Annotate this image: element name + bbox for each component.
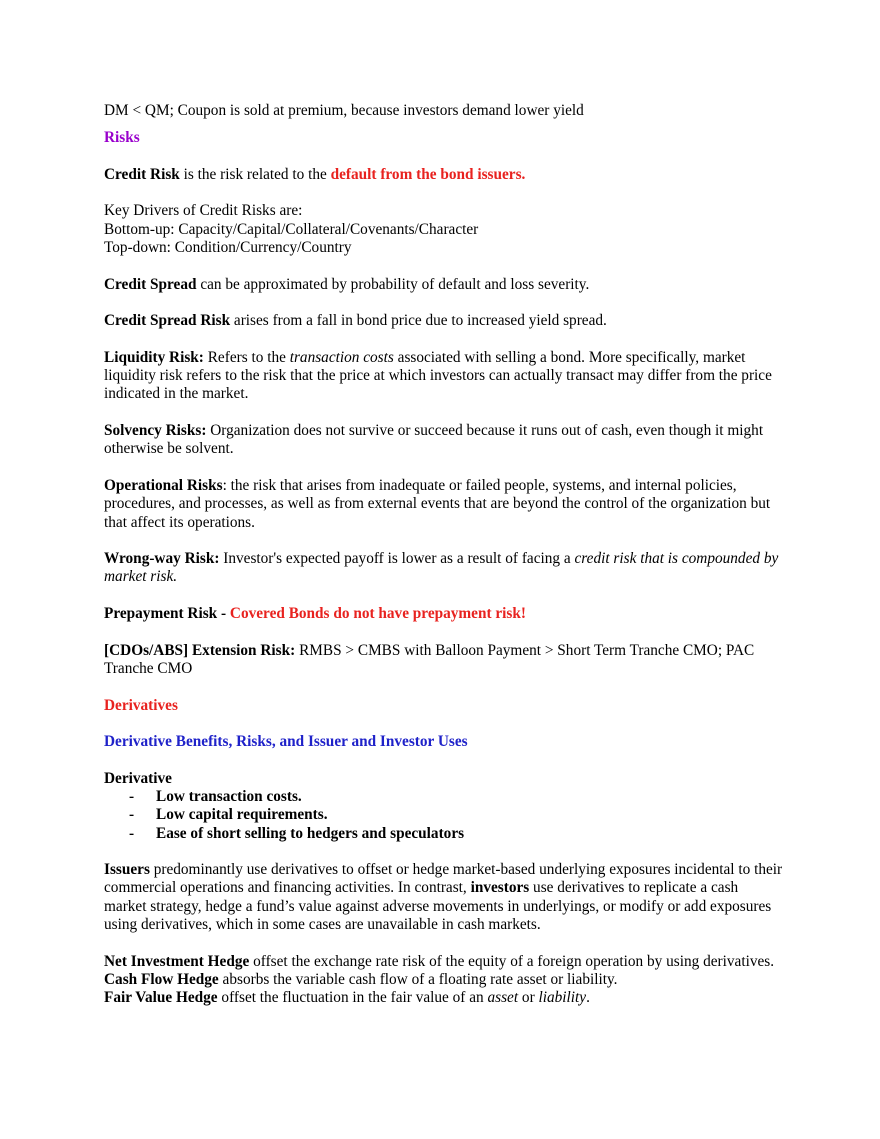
credit-risk-term: Credit Risk [104,165,180,183]
key-drivers-top-down: Top-down: Condition/Currency/Country [104,239,352,257]
liquidity-risk-text-a: Refers to the [203,348,290,366]
operational-risks-paragraph [104,477,784,532]
key-drivers-title: Key Drivers of Credit Risks are: [104,202,303,220]
prepayment-risk-emphasis: Covered Bonds do not have prepayment risk! [229,605,526,623]
net-investment-hedge-text: offset the exchange rate risk of the equity of a foreign operation by using derivatives. [249,952,775,970]
liquidity-risk-term: Liquidity Risk: [104,348,204,366]
list-item [104,806,784,824]
credit-spread-term: Credit Spread [104,275,197,293]
credit-spread-text: can be approximated by probability of default and loss severity. [196,275,590,293]
wrong-way-risk-italic: credit risk that is compounded by market risk. [104,550,779,586]
extension-risk-term: [CDOs/ABS] Extension Risk: [104,641,296,659]
extension-risk-paragraph [104,642,784,679]
investors-term: investors [470,879,530,897]
fair-value-hedge-italic-liability: liability [538,989,587,1007]
derivatives-subheading: Derivative Benefits, Risks, and Issuer and Investor Uses [104,733,468,751]
prepayment-risk-term: Prepayment Risk - [104,605,230,623]
extension-risk-text: RMBS > CMBS with Balloon Payment > Short Term Tranche CMO; PAC Tranche CMO [104,641,755,677]
issuers-text-b: use derivatives to replicate a cash market strategy, hedge a fund’s value against adverse movements in underlyings, or modify or add exposures using derivatives, which in some cases are unavailable in cash markets. [104,879,772,934]
fair-value-hedge-text-c: . [586,989,590,1007]
list-item-text: Low transaction costs. [156,787,302,805]
solvency-risks-paragraph [104,422,784,459]
wrong-way-risk-text: Investor's expected payoff is lower as a result of facing a [219,550,575,568]
credit-risk-text: is the risk related to the [179,165,331,183]
cash-flow-hedge-paragraph [104,971,784,989]
key-drivers-bottom-up: Bottom-up: Capacity/Capital/Collateral/Covenants/Character [104,220,479,238]
document-page [104,102,784,1008]
cash-flow-hedge-term: Cash Flow Hedge [104,970,219,988]
prepayment-risk-paragraph [104,605,784,623]
wrong-way-risk-paragraph [104,550,784,587]
fair-value-hedge-text-a: offset the fluctuation in the fair value of an [217,989,488,1007]
net-investment-hedge-paragraph [104,953,784,971]
operational-risks-term: Operational Risks [104,476,223,494]
key-drivers-block [104,202,784,257]
operational-risks-text: : the risk that arises from inadequate or failed people, systems, and internal policies, procedures, and processes, as well as from external events that are beyond the control of the organization but that affect its operations. [104,476,771,531]
list-item [104,825,784,843]
liquidity-risk-text-b: associated with selling a bond. More specifically, market liquidity risk refers to the risk that the price at which investors can actually transact may differ from the price indicated in the market. [104,348,772,403]
liquidity-risk-paragraph [104,349,784,404]
derivatives-heading: Derivatives [104,696,178,714]
fair-value-hedge-term: Fair Value Hedge [104,989,218,1007]
dash-marker: - [129,806,135,824]
derivative-title [104,770,784,788]
intro-line: DM < QM; Coupon is sold at premium, because investors demand lower yield [104,102,584,119]
credit-spread-risk-text: arises from a fall in bond price due to increased yield spread. [230,312,607,330]
fair-value-hedge-text-b: or [518,989,539,1007]
hedges-block [104,953,784,1008]
credit-spread-risk-paragraph [104,312,784,330]
dash-marker: - [129,824,135,842]
derivative-bullet-list [104,788,784,843]
fair-value-hedge-italic-asset: asset [487,989,519,1007]
solvency-risks-term: Solvency Risks: [104,422,207,440]
list-item-text: Low capital requirements. [156,806,328,824]
issuers-term: Issuers [104,861,150,879]
solvency-risks-text: Organization does not survive or succeed because it runs out of cash, even though it might otherwise be solvent. [104,422,764,458]
dash-marker: - [129,787,135,805]
list-item-text: Ease of short selling to hedgers and speculators [156,824,465,842]
issuers-text-a: predominantly use derivatives to offset or hedge market-based underlying exposures incidental to their commercial operations and financing activities. In contrast, [104,861,783,897]
derivative-title-text: Derivative [104,769,172,787]
cash-flow-hedge-text: absorbs the variable cash flow of a floating rate asset or liability. [218,970,618,988]
list-item [104,788,784,806]
credit-spread-risk-term: Credit Spread Risk [104,312,231,330]
credit-risk-emphasis: default from the bond issuers. [330,165,526,183]
liquidity-risk-italic: transaction costs [289,348,394,366]
net-investment-hedge-term: Net Investment Hedge [104,952,250,970]
derivative-block [104,770,784,843]
issuers-paragraph [104,861,784,934]
credit-risk-paragraph [104,166,784,184]
credit-spread-paragraph [104,276,784,294]
wrong-way-risk-term: Wrong-way Risk: [104,550,220,568]
fair-value-hedge-paragraph [104,989,784,1007]
risks-heading: Risks [104,129,140,147]
